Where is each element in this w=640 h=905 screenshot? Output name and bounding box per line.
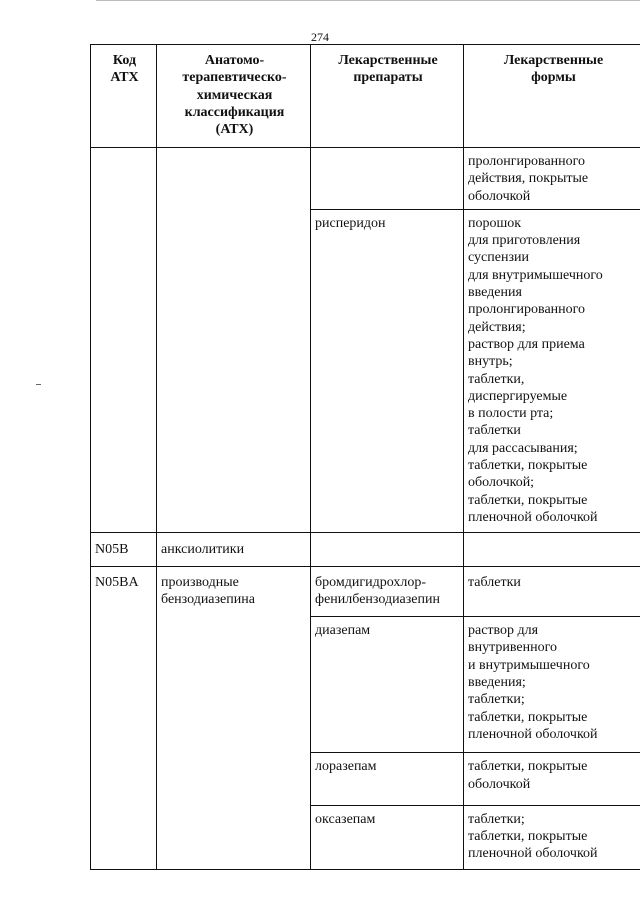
drug-name-cell: бромдигидрохлор- фенилбензодиазепин [311, 566, 464, 617]
drug-name-cell: диазепам [311, 617, 464, 753]
dosage-forms-cell: пролонгированного действия, покрытые оболочкой [464, 148, 640, 210]
table-row [91, 533, 640, 566]
drug-name-cell: рисперидон [311, 209, 464, 532]
atx-code-cell-empty [91, 148, 157, 533]
dosage-forms-cell: таблетки, покрытые оболочкой [464, 753, 640, 806]
atx-classification-cell: производные бензодиазепина [157, 566, 311, 869]
table-row [91, 566, 640, 617]
drug-cell-empty [311, 148, 464, 210]
dosage-forms-cell: порошок для приготовления суспензии для внутримышечного введения пролонгированного действия; раствор для приема внутрь; таблетки, диспергируемые в полости рта; таблетки для рассасывания; таблетки, покрытые оболочкой; таблетки, покрытые пленочной оболочкой [464, 209, 640, 532]
header-atx-code: Код АТХ [91, 45, 157, 148]
table-row [91, 148, 640, 210]
top-scan-rule [96, 0, 640, 1]
atx-classification-cell: анксиолитики [157, 533, 311, 566]
dosage-forms-cell: таблетки; таблетки, покрытые пленочной оболочкой [464, 805, 640, 869]
atx-code-cell: N05B [91, 533, 157, 566]
atx-code-cell: N05BA [91, 566, 157, 869]
margin-mark [36, 384, 41, 385]
page-number: 274 [311, 30, 329, 44]
header-dosage-forms: Лекарственные формы [464, 45, 640, 148]
dosage-forms-cell: таблетки [464, 566, 640, 617]
atx-drug-table [90, 44, 640, 870]
drug-name-cell: оксазепам [311, 805, 464, 869]
table-header-row [91, 45, 640, 148]
header-atx-classification: Анатомо- терапевтическо- химическая классификация (АТХ) [157, 45, 311, 148]
drug-cell-empty [311, 533, 464, 566]
atx-classification-cell-empty [157, 148, 311, 533]
header-drugs: Лекарственные препараты [311, 45, 464, 148]
dosage-forms-cell-empty [464, 533, 640, 566]
dosage-forms-cell: раствор для внутривенного и внутримышечного введения; таблетки; таблетки, покрытые пленочной оболочкой [464, 617, 640, 753]
drug-name-cell: лоразепам [311, 753, 464, 806]
